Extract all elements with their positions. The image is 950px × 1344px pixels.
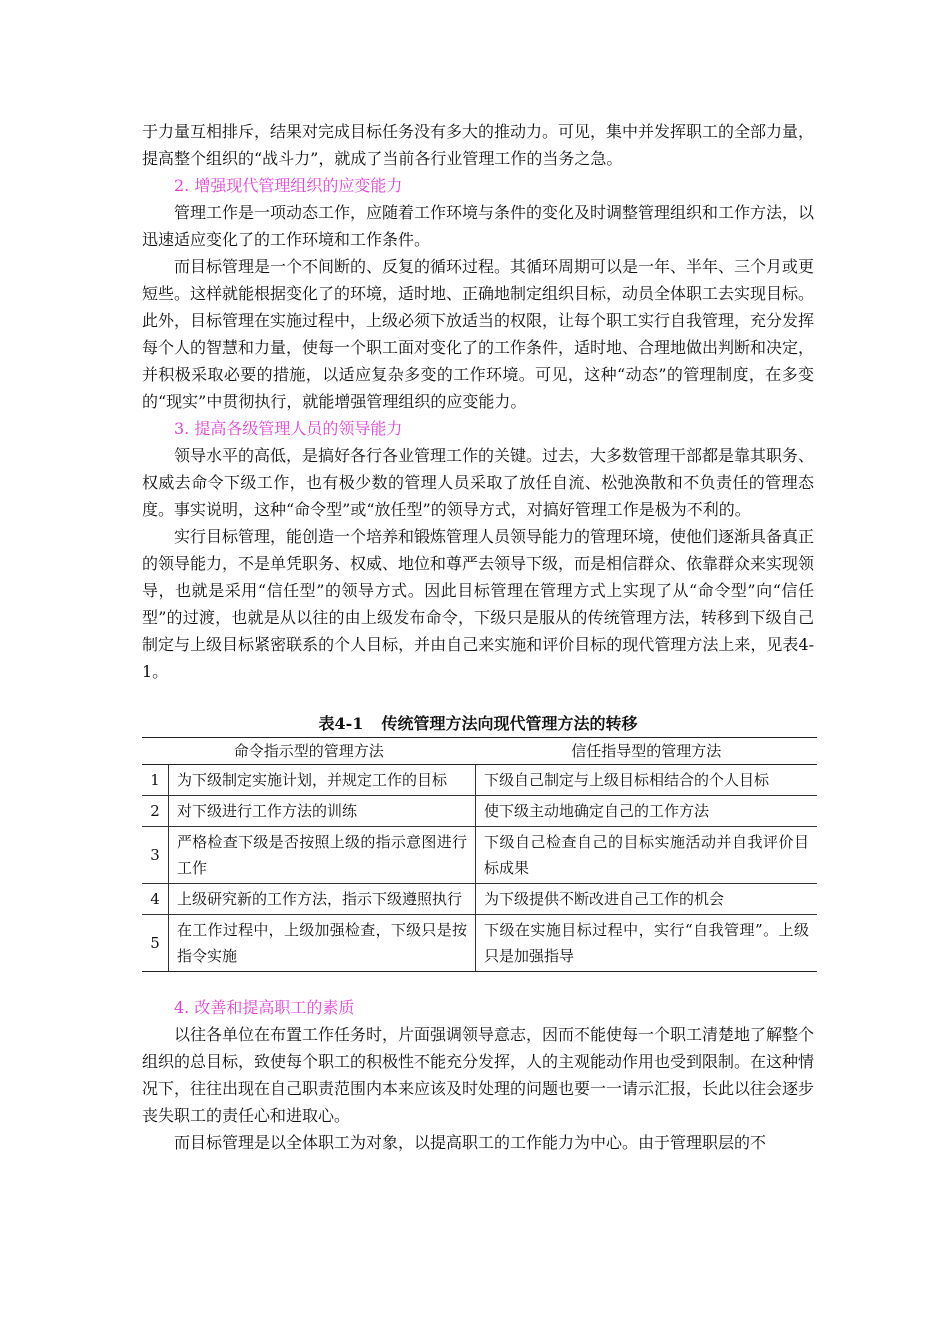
section-heading-4: 4. 改善和提高职工的素质 <box>174 998 355 1017</box>
row-number: 3 <box>142 827 169 884</box>
paragraph: 领导水平的高低，是搞好各行各业管理工作的关键。过去，大多数管理干部都是靠其职务、权威去命令下级工作，也有极少数的管理人员采取了放任自流、松弛涣散和不负责任的管理态度。事实说明，这种“命令型”或“放任型”的领导方式，对搞好管理工作是极为不利的。 <box>142 446 815 519</box>
comparison-table <box>142 737 817 972</box>
table-number: 表4-1 <box>318 714 364 733</box>
row-right-cell: 为下级提供不断改进自己工作的机会 <box>476 884 818 915</box>
row-right-cell: 下级在实施目标过程中，实行“自我管理”。上级只是加强指导 <box>476 915 818 972</box>
table-row <box>142 796 817 827</box>
row-right-cell: 使下级主动地确定自己的工作方法 <box>476 796 818 827</box>
paragraph: 管理工作是一项动态工作，应随着工作环境与条件的变化及时调整管理组织和工作方法，以迅速适应变化了的工作环境和工作条件。 <box>142 203 815 249</box>
row-number: 2 <box>142 796 169 827</box>
table-title: 传统管理方法向现代管理方法的转移 <box>381 714 638 733</box>
row-right-cell: 下级自己制定与上级目标相结合的个人目标 <box>476 765 818 796</box>
table-caption <box>142 713 814 735</box>
row-left-cell: 为下级制定实施计划，并规定工作的目标 <box>169 765 476 796</box>
row-number: 1 <box>142 765 169 796</box>
paragraph: 而目标管理是一个不间断的、反复的循环过程。其循环周期可以是一年、半年、三个月或更短些。这样就能根据变化了的环境，适时地、正确地制定组织目标，动员全体职工去实现目标。此外，目标管理在实施过程中，上级必须下放适当的权限，让每个职工实行自我管理，充分发挥每个人的智慧和力量，使每一个职工面对变化了的工作条件，适时地、合理地做出判断和决定，并积极采取必要的措施，以适应复杂多变的工作环境。可见，这种“动态”的管理制度，在多变的“现实”中贯彻执行，就能增强管理组织的应变能力。 <box>142 257 815 411</box>
paragraph-continuation: 于力量互相排斥，结果对完成目标任务没有多大的推动力。可见，集中并发挥职工的全部力量，提高整个组织的“战斗力”，就成了当前各行业管理工作的当务之急。 <box>142 122 815 168</box>
table-section <box>142 713 814 972</box>
table-row <box>142 827 817 884</box>
row-right-cell: 下级自己检查自己的目标实施活动并自我评价目标成果 <box>476 827 818 884</box>
table-row <box>142 915 817 972</box>
row-number: 5 <box>142 915 169 972</box>
table-row <box>142 884 817 915</box>
row-left-cell: 在工作过程中，上级加强检查，下级只是按指令实施 <box>169 915 476 972</box>
section-4 <box>142 994 814 1156</box>
paragraph: 实行目标管理，能创造一个培养和锻炼管理人员领导能力的管理环境，使他们逐渐具备真正的领导能力，不是单凭职务、权威、地位和尊严去领导下级，而是相信群众、依靠群众来实现领导，也就是采用“信任型”的领导方式。因此目标管理在管理方式上实现了从“命令型”向“信任型”的过渡，也就是从以往的由上级发布命令，下级只是服从的传统管理方法，转移到下级自己制定与上级目标紧密联系的个人目标，并由自己来实施和评价目标的现代管理方法上来，见表4-1。 <box>142 527 815 681</box>
paragraph: 而目标管理是以全体职工为对象，以提高职工的工作能力为中心。由于管理职层的不 <box>174 1133 767 1152</box>
paragraph: 以往各单位在布置工作任务时，片面强调领导意志，因而不能使每一个职工清楚地了解整个组织的总目标，致使每个职工的积极性不能充分发挥，人的主观能动作用也受到限制。在这种情况下，往往出现在自己职责范围内本来应该及时处理的问题也要一一请示汇报，长此以往会逐步丧失职工的责任心和进取心。 <box>142 1025 815 1125</box>
header-left: 命令指示型的管理方法 <box>142 738 476 765</box>
row-number: 4 <box>142 884 169 915</box>
section-heading-2: 2. 增强现代管理组织的应变能力 <box>174 176 403 195</box>
document-page <box>142 118 814 1156</box>
table-header-row <box>142 738 817 765</box>
row-left-cell: 对下级进行工作方法的训练 <box>169 796 476 827</box>
section-heading-3: 3. 提高各级管理人员的领导能力 <box>174 419 403 438</box>
row-left-cell: 上级研究新的工作方法，指示下级遵照执行 <box>169 884 476 915</box>
header-right: 信任指导型的管理方法 <box>476 738 818 765</box>
row-left-cell: 严格检查下级是否按照上级的指示意图进行工作 <box>169 827 476 884</box>
table-row <box>142 765 817 796</box>
